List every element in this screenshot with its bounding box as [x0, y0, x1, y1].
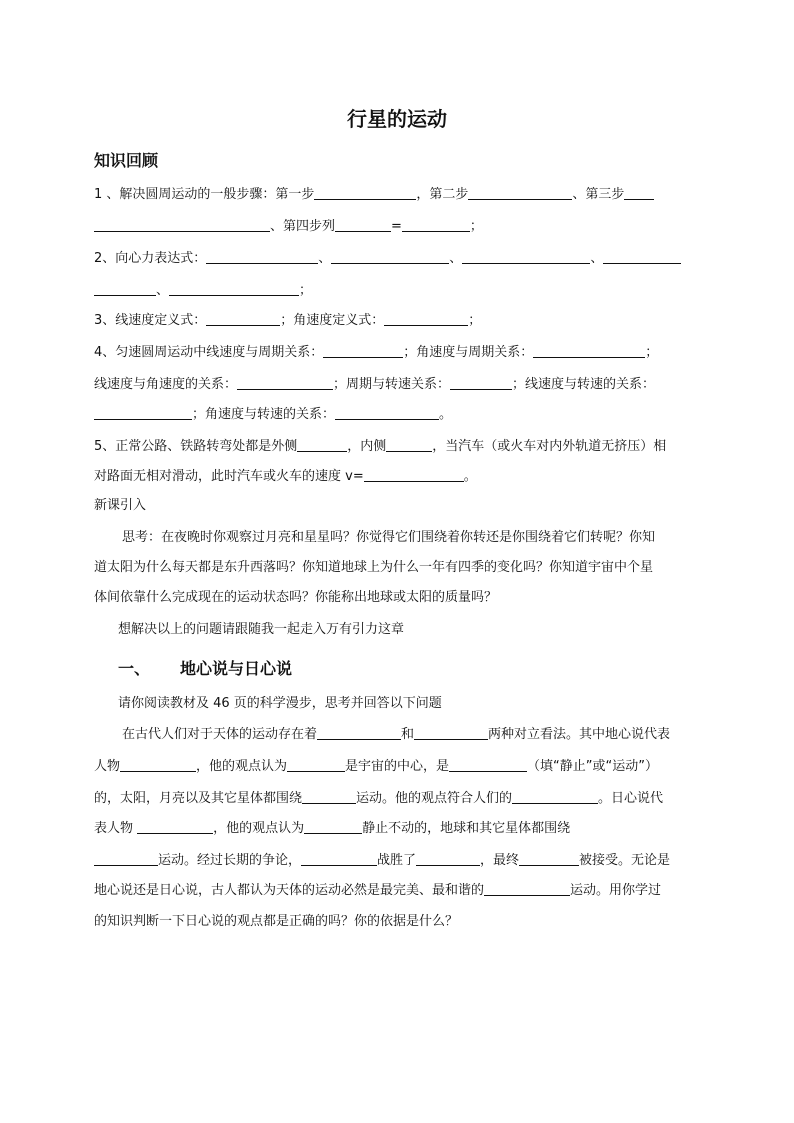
question-1-line-2: 、第四步列 = ； [94, 216, 483, 237]
intro-label: 新课引入 [94, 498, 147, 513]
blank[interactable] [302, 788, 356, 804]
blank[interactable] [512, 788, 598, 804]
blank[interactable] [137, 818, 213, 834]
blank[interactable] [414, 724, 488, 740]
blank[interactable] [416, 850, 480, 866]
blank[interactable] [94, 850, 158, 866]
blank[interactable] [94, 216, 270, 232]
blank[interactable] [386, 436, 432, 452]
question-4-line-1: 4、匀速圆周运动中线速度与周期关系： ；角速度与周期关系： ； [94, 342, 658, 363]
blank[interactable] [450, 374, 512, 390]
blank[interactable] [169, 280, 299, 296]
think-line-3: 体间依靠什么完成现在的运动状态吗？你能称出地球或太阳的质量吗？ [94, 590, 498, 605]
question-2-line-1: 2、向心力表达式： 、 、 、 [94, 248, 681, 269]
blank[interactable] [317, 724, 401, 740]
think-line-2: 道太阳为什么每天都是东升西落吗？你知道地球上为什么一年有四季的变化吗？你知道宇宙中个星 [94, 560, 654, 575]
paragraph-line-5: 运动。经过长期的争论， 战胜了 ，最终 被接受。无论是 [94, 850, 670, 871]
blank[interactable] [402, 216, 470, 232]
blank[interactable] [314, 184, 416, 200]
blank[interactable] [297, 436, 347, 452]
blank[interactable] [533, 342, 645, 358]
blank[interactable] [468, 184, 572, 200]
blank[interactable] [484, 880, 570, 896]
paragraph-line-3: 的，太阳，月亮以及其它星体都围绕 运动。他的观点符合人们的 。日心说代 [94, 788, 663, 809]
section-1-number: 一、 [118, 659, 151, 678]
paragraph-line-2: 人物 ，他的观点认为 是宇宙的中心，是 （填“静止”或“运动”） [94, 756, 658, 777]
blank[interactable] [301, 850, 377, 866]
question-2-line-2: 、 ； [94, 280, 312, 301]
question-1-line-1: 1 、解决圆周运动的一般步骤：第一步 ，第二步 、第三步 [94, 184, 654, 205]
blank[interactable] [449, 756, 527, 772]
paragraph-line-1: 在古代人们对于天体的运动存在着 和 两种对立看法。其中地心说代表 [122, 724, 670, 745]
blank[interactable] [206, 248, 318, 264]
blank[interactable] [624, 184, 654, 200]
review-heading: 知识回顾 [94, 151, 159, 170]
blank[interactable] [206, 310, 280, 326]
paragraph-line-7: 的知识判断一下日心说的观点都是正确的吗？你的依据是什么？ [94, 914, 459, 929]
blank[interactable] [331, 248, 449, 264]
question-4-line-3: ；角速度与转速的关系： 。 [94, 404, 452, 425]
blank[interactable] [519, 850, 579, 866]
reading-instruction: 请你阅读教材及 46 页的科学漫步，思考并回答以下问题 [118, 696, 442, 711]
blank[interactable] [120, 756, 196, 772]
section-1-title: 地心说与日心说 [180, 659, 293, 678]
blank[interactable] [335, 404, 439, 420]
question-5-line-2: 对路面无相对滑动，此时汽车或火车的速度 v= 。 [94, 466, 477, 487]
think-line-1: 思考：在夜晚时你观察过月亮和星星吗？你觉得它们围绕着你转还是你围绕着它们转呢？你知 [122, 530, 656, 545]
blank[interactable] [94, 404, 192, 420]
blank[interactable] [237, 374, 333, 390]
question-4-line-2: 线速度与角速度的关系： ；周期与转速关系： ；线速度与转速的关系： [94, 374, 655, 395]
page-title: 行星的运动 [347, 107, 447, 131]
blank[interactable] [287, 756, 345, 772]
blank[interactable] [364, 466, 464, 482]
question-5-line-1: 5、正常公路、铁路转弯处都是外侧 ，内侧 ，当汽车（或火车对内外轨道无挤压）相 [94, 436, 666, 457]
paragraph-line-4: 表人物 ，他的观点认为 静止不动的，地球和其它星体都围绕 [94, 818, 570, 839]
question-3: 3、线速度定义式： ；角速度定义式： ； [94, 310, 481, 331]
blank[interactable] [384, 310, 468, 326]
paragraph-line-6: 地心说还是日心说，古人都认为天体的运动必然是最完美、最和谐的 运动。用你学过 [94, 880, 661, 901]
blank[interactable] [323, 342, 403, 358]
blank[interactable] [335, 216, 391, 232]
blank[interactable] [462, 248, 590, 264]
blank[interactable] [603, 248, 681, 264]
blank[interactable] [94, 280, 156, 296]
lead-text: 想解决以上的问题请跟随我一起走入万有引力这章 [118, 622, 405, 637]
blank[interactable] [304, 818, 362, 834]
